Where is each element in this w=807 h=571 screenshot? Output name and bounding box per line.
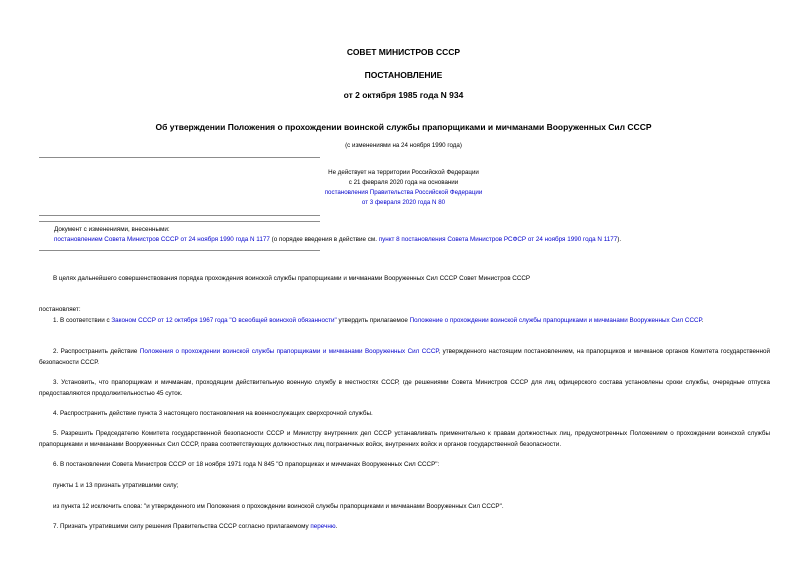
issuing-authority: СОВЕТ МИНИСТРОВ СССР bbox=[346, 47, 461, 57]
preamble: В целях дальнейшего совершенствования порядка прохождения воинской службы прапорщиками и мичманами Вооруженных Сил СССР Совет Министров СССР bbox=[53, 275, 531, 282]
status-line: Не действует на территории Российской Федерации bbox=[328, 169, 479, 176]
paragraph-7: 7. Признать утратившими силу решения Правительства СССР согласно прилагаемому перечню. bbox=[53, 523, 338, 530]
paragraph-6: 6. В постановлении Совета Министров СССР от 18 ноября 1971 года N 845 "О прапорщиках и мичманах Вооруженных Сил СССР": bbox=[53, 461, 440, 468]
status-link-date[interactable]: от 3 февраля 2020 года N 80 bbox=[361, 199, 446, 206]
divider bbox=[39, 157, 320, 158]
divider bbox=[39, 250, 320, 251]
document-type: ПОСТАНОВЛЕНИЕ bbox=[364, 70, 443, 80]
decides-word: постановляет: bbox=[39, 306, 81, 313]
law-link[interactable]: Законом СССР от 12 октября 1967 года "О всеобщей воинской обязанности" bbox=[111, 317, 337, 324]
document-title: Об утверждении Положения о прохождении воинской службы прапорщиками и мичманами Вооруженных Сил СССР bbox=[155, 122, 652, 132]
status-block bbox=[0, 168, 807, 208]
paragraph-5: 5. Разрешить Председателю Комитета государственной безопасности СССР и Министру внутренних дел СССР устанавливать применительно к правам должностных лиц, предусмотренных Положением о прохождении воинской службы прапорщиками и мичманами Вооруженных Сил СССР, права соответствующих должностных лиц пограничных войск, внутренних войск и органов государственной безопасности. bbox=[39, 430, 770, 448]
amendments-note: (с изменениями на 24 ноября 1990 года) bbox=[345, 142, 462, 149]
divider bbox=[39, 215, 320, 216]
paragraph-6a: пункты 1 и 13 признать утратившими силу; bbox=[53, 482, 179, 489]
document-date-number: от 2 октября 1985 года N 934 bbox=[343, 90, 464, 100]
status-line: с 21 февраля 2020 года на основании bbox=[348, 179, 459, 186]
paragraph-3: 3. Установить, что прапорщикам и мичманам, проходящим действительную военную службу в местностях СССР, где решениями Совета Министров СССР для лиц офицерского состава установлены сроки службы, очередные отпуска предоставляются продолжительностью 45 суток. bbox=[39, 379, 770, 397]
changes-intro: Документ с изменениями, внесенными: bbox=[54, 226, 170, 233]
status-link-decree[interactable]: постановления Правительства Российской Федерации bbox=[324, 189, 483, 196]
paragraph-6b: из пункта 12 исключить слова: "и утвержденного им Положения о прохождении воинской службы прапорщиками и мичманами Вооруженных Сил СССР". bbox=[53, 503, 504, 510]
changes-text: ). bbox=[617, 236, 622, 243]
paragraph-1: 1. В соответствии с Законом СССР от 12 октября 1967 года "О всеобщей воинской обязанности" утвердить прилагаемое Положение о прохождении воинской службы прапорщиками и мичманами Вооруженных Сил СССР. bbox=[53, 317, 704, 324]
list-link[interactable]: перечню bbox=[310, 523, 336, 530]
regulation-link[interactable]: Положения о прохождении воинской службы прапорщиками и мичманами Вооруженных Сил СССР bbox=[139, 348, 439, 355]
changes-link-point[interactable]: пункт 8 постановления Совета Министров РСФСР от 24 ноября 1990 года N 1177 bbox=[378, 236, 618, 243]
changes-text: (о порядке введения в действие см. bbox=[269, 236, 379, 243]
paragraph-2: 2. Распространить действие Положения о прохождении воинской службы прапорщиками и мичманами Вооруженных Сил СССР, утвержденного настоящим постановлением, на прапорщиков и мичманов органов Комитета государственной безопасности СССР. bbox=[39, 348, 770, 366]
changes-link-decree[interactable]: постановлением Совета Министров СССР от 24 ноября 1990 года N 1177 bbox=[54, 236, 270, 243]
paragraph-4: 4. Распространить действие пункта 3 настоящего постановления на военнослужащих сверхсрочной службы. bbox=[53, 410, 373, 417]
regulation-link[interactable]: Положение о прохождении воинской службы прапорщиками и мичманами Вооруженных Сил СССР bbox=[409, 317, 702, 324]
changes-line bbox=[54, 235, 621, 246]
divider bbox=[39, 221, 320, 222]
